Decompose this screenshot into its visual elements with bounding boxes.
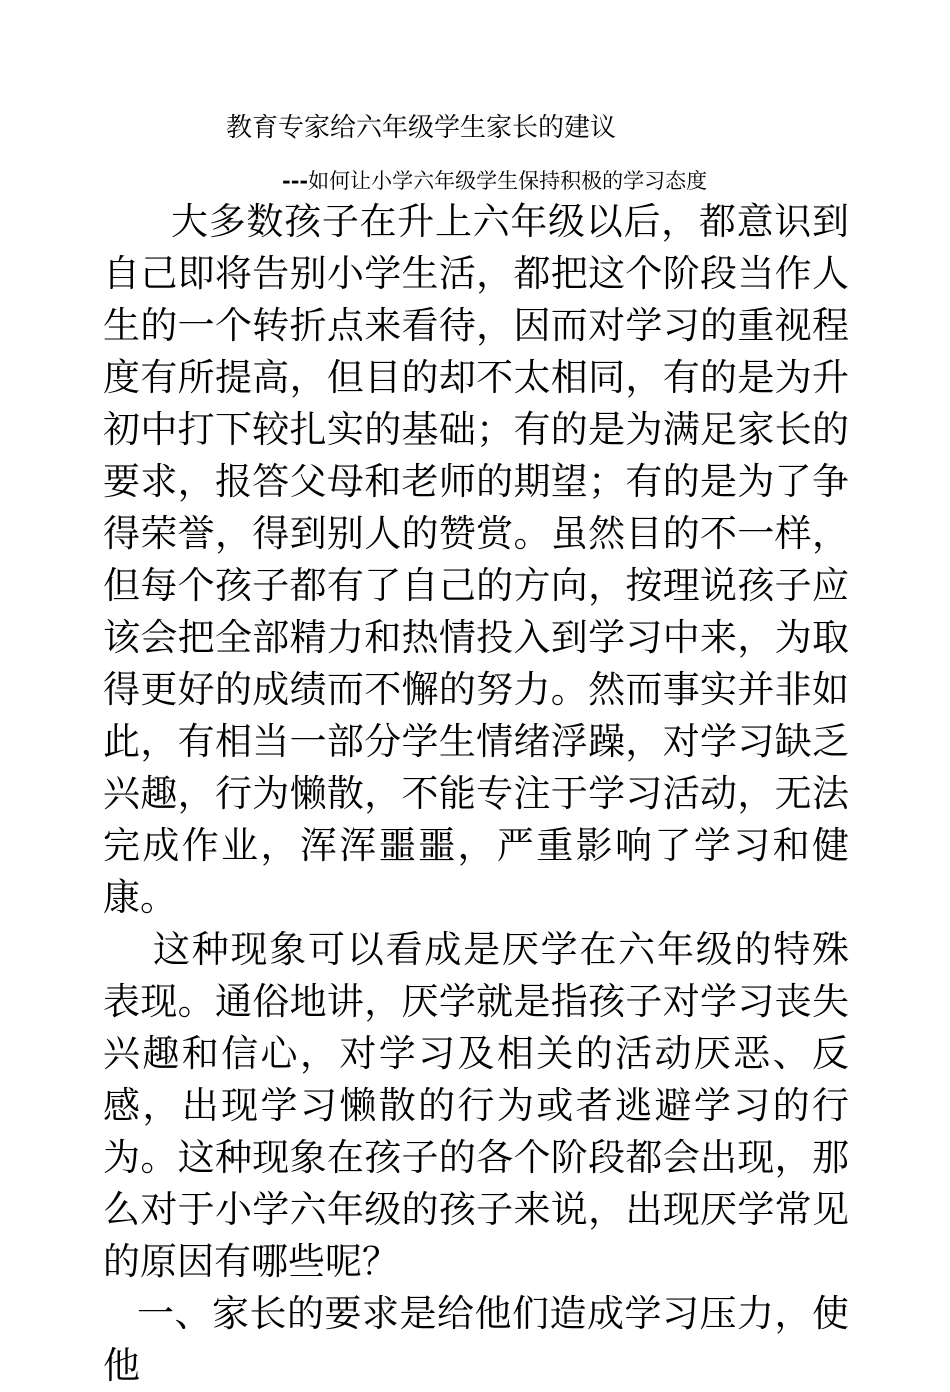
- subtitle-text: 如何让小学六年级学生保持积极的学习态度: [308, 169, 708, 193]
- paragraph-1: 大多数孩子在升上六年级以后，都意识到自己即将告别小学生活，都把这个阶段当作人生的一个转折点来看待，因而对学习的重视程度有所提高，但目的却不太相同，有的是为升初中打下较扎实的基础；有的是为满足家长的要求，报答父母和老师的期望；有的是为了争得荣誉，得到别人的赞赏。虽然目的不一样，但每个孩子都有了自己的方向，按理说孩子应该会把全部精力和热情投入到学习中来，为取得更好的成绩而不懈的努力。然而事实并非如此，有相当一部分学生情绪浮躁，对学习缺乏兴趣，行为懒散，不能专注于学习活动，无法完成作业，浑浑噩噩，严重影响了学习和健康。: [103, 200, 849, 919]
- document-body: [103, 196, 849, 1392]
- document-title: 教育专家给六年级学生家长的建议: [226, 113, 617, 143]
- paragraph-2: 这种现象可以看成是厌学在六年级的特殊表现。通俗地讲，厌学就是指孩子对学习丧失兴趣和信心，对学习及相关的活动厌恶、反感，出现学习懒散的行为或者逃避学习的行为。这种现象在孩子的各个阶段都会出现，那么对于小学六年级的孩子来说，出现厌学常见的原因有哪些呢？: [103, 928, 849, 1283]
- document-subtitle: [282, 166, 707, 196]
- paragraph-3: 一、家长的要求是给他们造成学习压力，使他: [103, 1292, 849, 1387]
- subtitle-dashes: ---: [282, 168, 309, 193]
